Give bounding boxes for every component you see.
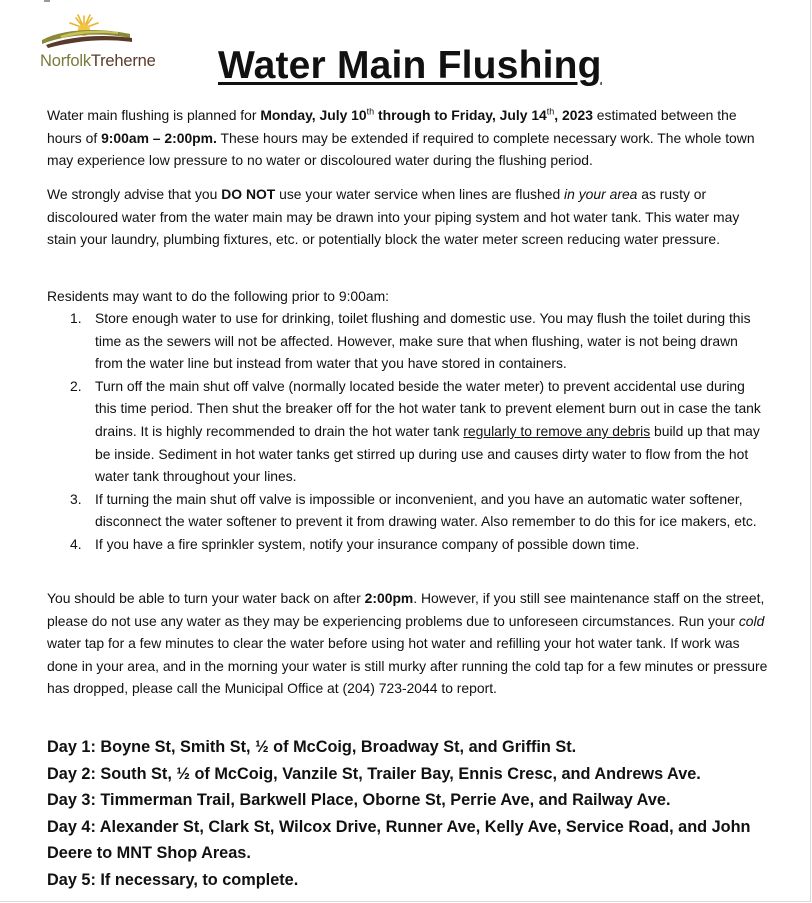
sunrise-fields-icon xyxy=(40,14,136,48)
residents-intro: Residents may want to do the following prior to 9:00am: xyxy=(47,288,390,304)
schedule-day-2: Day 2: South St, ½ of McCoig, Vanzile St, Trailer Bay, Ennis Cresc, and Andrews Ave. xyxy=(47,764,701,783)
schedule-day-3: Day 3: Timmerman Trail, Barkwell Place, Oborne St, Perrie Ave, and Railway Ave. xyxy=(47,791,671,810)
after-flushing-paragraph: You should be able to turn your water back on after 2:00pm. However, if you still see maintenance staff on the street, please do not use any water as they may be experiencing problems due to unforeseen circumstances. Run your cold water tap for a few minutes to clear the water before using hot water and refilling your hot water tank. If work was done in your area, and in the morning your water is still murky after running the cold tap for a few minutes or pressure has dropped, please call the Municipal Office at (204) 723-2044 to report. xyxy=(47,590,768,697)
advise-paragraph: We strongly advise that you DO NOT use your water service when lines are flushed in your area as rusty or discoloured water from the water main may be drawn into your piping system and hot water tank. This water may stain your laundry, plumbing fixtures, etc. or potentially block the water meter screen reducing water pressure. xyxy=(47,186,740,248)
preparation-steps-list xyxy=(47,307,769,556)
logo-word-norfolk: Norfolk xyxy=(40,52,91,70)
schedule-day-1: Day 1: Boyne St, Smith St, ½ of McCoig, Broadway St, and Griffin St. xyxy=(47,738,577,756)
top-mark xyxy=(44,0,50,2)
list-item: 1. Store enough water to use for drinking, toilet flushing and domestic use. You may flush the toilet during this time as the sewers will not be affected. However, make sure that when flushing, water is not being drawn from the water line but instead from water that you have stored in containers. xyxy=(70,310,751,372)
intro-paragraph: Water main flushing is planned for Monday, July 10th through to Friday, July 14th, 2023 estimated between the hours of 9:00am – 2:00pm. These hours may be extended if required to complete necessary work. The whole town may experience low pressure to no water or discoloured water during the flushing period. xyxy=(47,106,755,169)
norfolk-treherne-logo xyxy=(38,14,168,72)
list-item: 4. If you have a fire sprinkler system, notify your insurance company of possible down time. xyxy=(70,535,640,552)
page-title: Water Main Flushing xyxy=(218,44,602,87)
list-item: 2. Turn off the main shut off valve (normally located beside the water meter) to prevent accidental use during this time period. Then shut the breaker off for the hot water tank to prevent element burn out in case the tank drains. It is highly recommended to drain the hot water tank regularly to remove any debris build up that may be inside. Sediment in hot water tanks get stirred up during use and causes dirty water to flow from the hot water tank throughout your lines. xyxy=(70,377,761,485)
logo-wordmark xyxy=(40,52,156,71)
list-item: 3. If turning the main shut off valve is impossible or inconvenient, and you have an automatic water softener, disconnect the water softener to prevent it from drawing water. Also remember to do this for ice makers, etc. xyxy=(70,490,757,530)
schedule-day-4: Day 4: Alexander St, Clark St, Wilcox Drive, Runner Ave, Kelly Ave, Service Road, and John Deere to MNT Shop Areas. xyxy=(47,817,751,863)
logo-word-treherne: Treherne xyxy=(90,52,156,70)
flushing-schedule xyxy=(47,734,769,894)
schedule-day-5: Day 5: If necessary, to complete. xyxy=(47,870,299,889)
debris-link[interactable]: regularly to remove any debris xyxy=(463,422,651,439)
